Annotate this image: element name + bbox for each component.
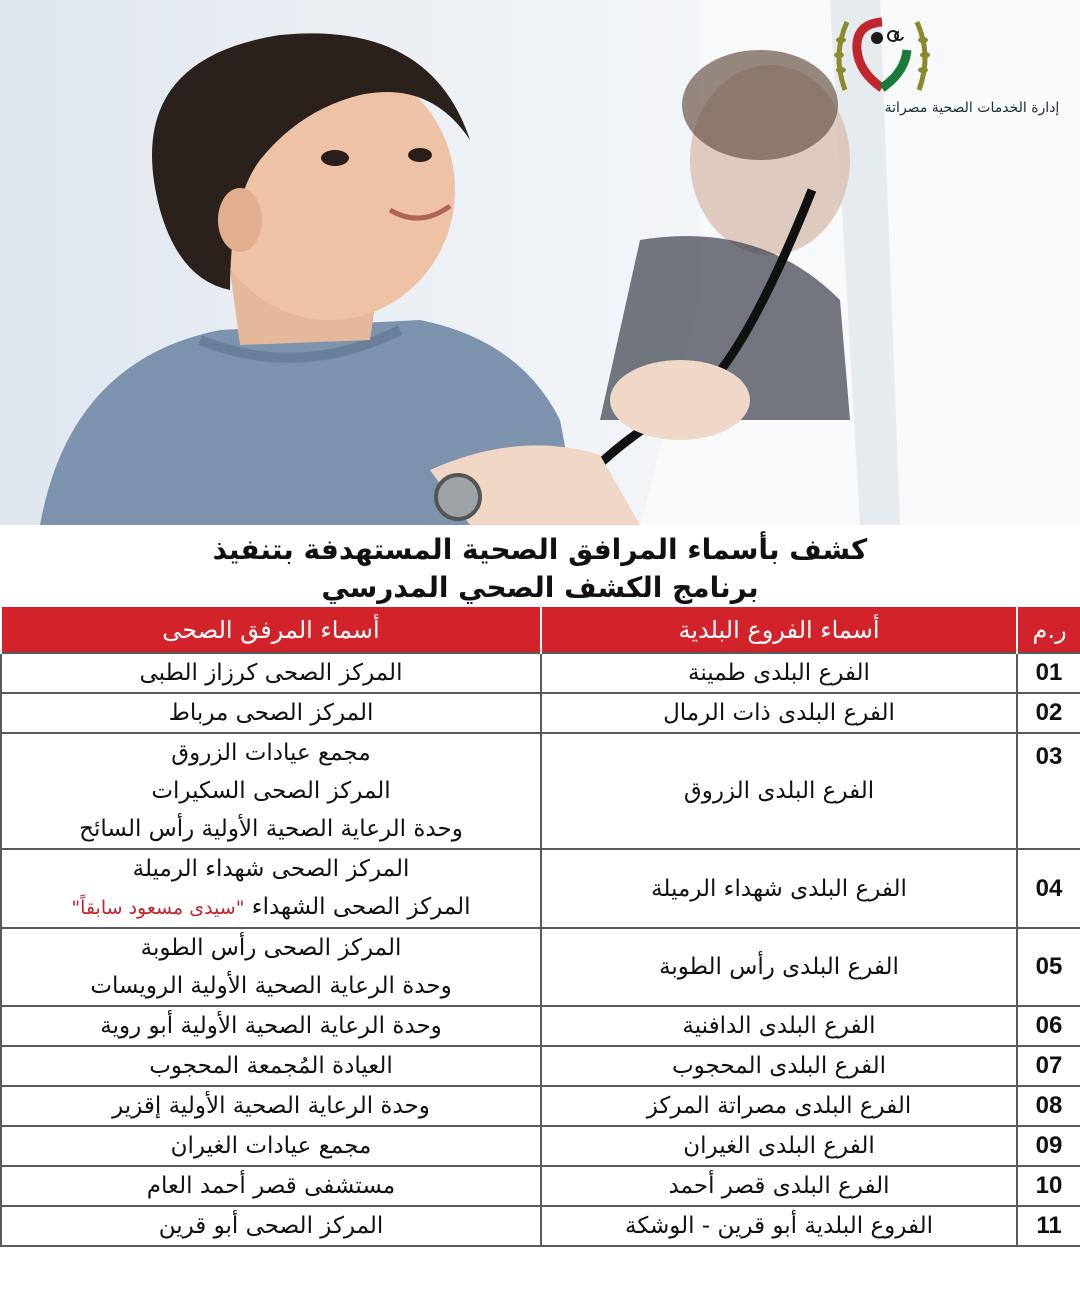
branch-name: الفروع البلدية أبو قرين - الوشكة xyxy=(541,1206,1017,1246)
row-number: 03 xyxy=(1017,733,1080,849)
branch-name: الفرع البلدى شهداء الرميلة xyxy=(541,849,1017,928)
page-title-line-1: كشف بأسماء المرافق الصحية المستهدفة بتنفيذ xyxy=(212,533,868,566)
facility-name: وحدة الرعاية الصحية الأولية الرويسات xyxy=(90,973,452,999)
branch-name: الفرع البلدى الدافنية xyxy=(541,1006,1017,1046)
row-number: 10 xyxy=(1017,1166,1080,1206)
facility-cell xyxy=(1,653,541,693)
branch-name: الفرع البلدى ذات الرمال xyxy=(541,693,1017,733)
branch-name: الفرع البلدى المحجوب xyxy=(541,1046,1017,1086)
logo-text: إدارة الخدمات الصحية مصراتة xyxy=(884,100,1060,116)
header-num: ر.م xyxy=(1017,607,1080,653)
table-row xyxy=(1,693,1080,733)
facility-name: وحدة الرعاية الصحية الأولية أبو روية xyxy=(100,1013,442,1039)
branch-name: الفرع البلدى طمينة xyxy=(541,653,1017,693)
table-row xyxy=(1,928,1080,1006)
table-header-row xyxy=(1,607,1080,653)
row-number: 02 xyxy=(1017,693,1080,733)
facility-name: مستشفى قصر أحمد العام xyxy=(146,1173,396,1199)
table-row xyxy=(1,1166,1080,1206)
header-branch: أسماء الفروع البلدية xyxy=(541,607,1017,653)
table-row xyxy=(1,733,1080,849)
branch-name: الفرع البلدى الزروق xyxy=(541,733,1017,849)
facility-name: العيادة المُجمعة المحجوب xyxy=(149,1053,393,1079)
table-row xyxy=(1,1206,1080,1246)
table-row xyxy=(1,1046,1080,1086)
facilities-table xyxy=(0,607,1080,1247)
facility-name: المركز الصحى مرباط xyxy=(168,700,374,726)
facility-name: المركز الصحى كرزاز الطبى xyxy=(139,660,403,686)
facility-cell xyxy=(1,1126,541,1166)
table-row xyxy=(1,1126,1080,1166)
facility-name: المركز الصحى رأس الطوبة xyxy=(140,935,402,961)
facility-cell xyxy=(1,1166,541,1206)
facility-cell xyxy=(1,733,541,849)
facility-line-with-note xyxy=(6,888,536,927)
row-number: 05 xyxy=(1017,928,1080,1006)
facility-name: مجمع عيادات الغيران xyxy=(170,1133,372,1159)
branch-name: الفرع البلدى الغيران xyxy=(541,1126,1017,1166)
row-number: 06 xyxy=(1017,1006,1080,1046)
facility-cell xyxy=(1,849,541,928)
facility-name: وحدة الرعاية الصحية الأولية رأس السائح xyxy=(79,816,463,842)
facility-former-name-note: "سيدى مسعود سابقاً" xyxy=(71,897,245,919)
facility-name: المركز الصحى أبو قرين xyxy=(158,1213,384,1239)
table-row xyxy=(1,1006,1080,1046)
branch-name: الفرع البلدى قصر أحمد xyxy=(541,1166,1017,1206)
facility-name: المركز الصحى السكيرات xyxy=(151,778,391,804)
page-title-line-2: برنامج الكشف الصحي المدرسي xyxy=(321,571,759,604)
facility-cell xyxy=(1,693,541,733)
hero-photo xyxy=(0,0,1080,525)
facility-cell xyxy=(1,928,541,1006)
facility-cell xyxy=(1,1006,541,1046)
row-number: 07 xyxy=(1017,1046,1080,1086)
facility-name: المركز الصحى الشهداء xyxy=(251,894,471,920)
table-row xyxy=(1,653,1080,693)
table-row xyxy=(1,1086,1080,1126)
branch-name: الفرع البلدى مصراتة المركز xyxy=(541,1086,1017,1126)
branch-name: الفرع البلدى رأس الطوبة xyxy=(541,928,1017,1006)
header-facility: أسماء المرفق الصحى xyxy=(1,607,541,653)
row-number: 08 xyxy=(1017,1086,1080,1126)
facility-cell xyxy=(1,1086,541,1126)
row-number: 09 xyxy=(1017,1126,1080,1166)
facility-cell xyxy=(1,1206,541,1246)
health-services-emblem-icon xyxy=(827,10,937,100)
row-number: 11 xyxy=(1017,1206,1080,1246)
facility-name: وحدة الرعاية الصحية الأولية إقزير xyxy=(112,1093,430,1119)
row-number: 04 xyxy=(1017,849,1080,928)
table-row xyxy=(1,849,1080,928)
logo xyxy=(882,10,1062,120)
facility-cell xyxy=(1,1046,541,1086)
facility-name: مجمع عيادات الزروق xyxy=(171,740,371,766)
facility-name: المركز الصحى شهداء الرميلة xyxy=(132,856,410,882)
row-number: 01 xyxy=(1017,653,1080,693)
